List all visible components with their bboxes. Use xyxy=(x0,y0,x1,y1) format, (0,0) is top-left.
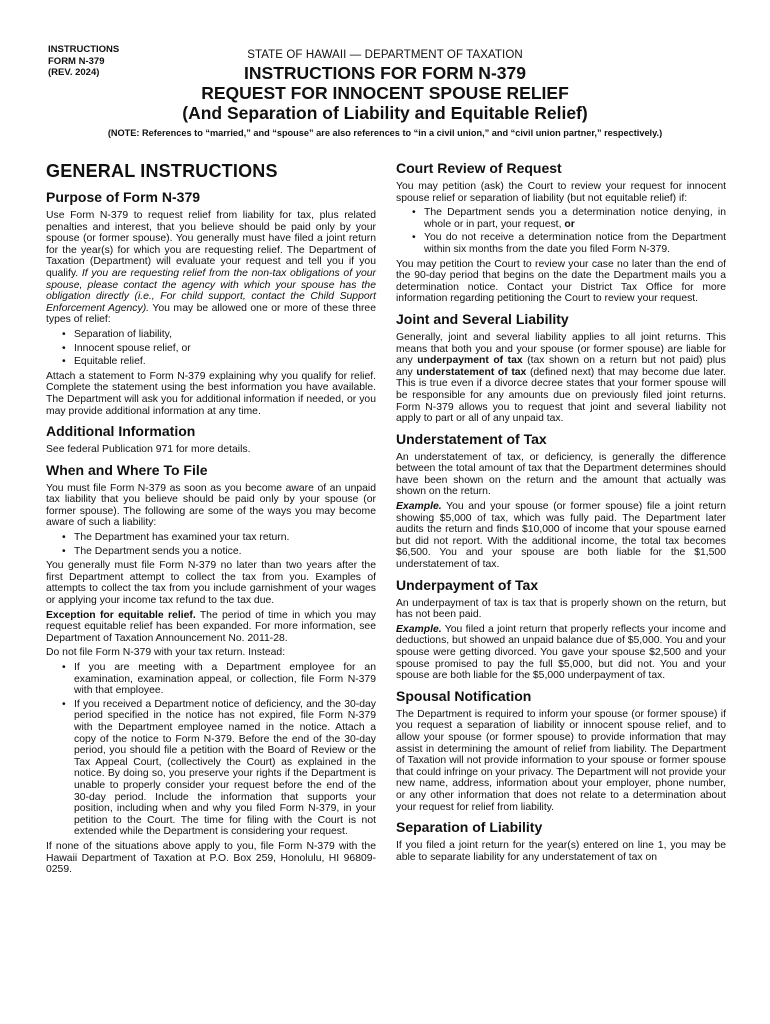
relief-types-list xyxy=(46,329,376,368)
left-column xyxy=(46,160,376,879)
understatement-heading: Understatement of Tax xyxy=(396,430,547,447)
text-run: The Department sends you a determination notice denying, in whole or in part, your request, xyxy=(424,207,726,230)
document-subtitle: REQUEST FOR INNOCENT SPOUSE RELIEF xyxy=(201,83,569,103)
list-item: • Separation of liability, xyxy=(46,329,376,341)
text-run: Generally, joint and several liability applies to all joint returns. This means that both you and your spouse (or former spouse) are liable for any xyxy=(396,331,726,367)
spousal-notification-heading: Spousal Notification xyxy=(396,687,532,704)
additional-info-heading: Additional Information xyxy=(46,423,196,440)
joint-liability-paragraph xyxy=(396,332,726,425)
purpose-paragraph xyxy=(46,210,376,326)
statement-paragraph: Attach a statement to Form N-379 explaining why you qualify for relief. Complete the statement using the best information you have available. The Department will ask you for additional information if needed, or you may provide additional information at any time. xyxy=(46,370,376,417)
text-run: Use Form N-379 to request relief from liability for tax, plus related penalties and interest, that you believe should be paid only by your spouse (or former spouse). You generally must have filed a joint return for the year(s) for which you are requesting relief. The Department of Taxation (Department) will evaluate your request and tell you if you qualify. xyxy=(46,210,376,279)
do-not-file-paragraph: Do not file Form N-379 with your tax return. Instead: xyxy=(46,647,286,659)
text-run: You and your spouse (or former spouse) file a joint return showing $5,000 of tax, which was fully paid. The Department later audits the return and finds $10,000 of income that your spouse earned but did not report. With the additional income, the total tax becomes $6,500. You and your spouse are both liable for the $1,500 understatement of tax. xyxy=(396,501,726,571)
form-identifier-line: (REV. 2024) xyxy=(48,67,100,78)
understatement-paragraph: An understatement of tax, or deficiency, is generally the difference between the total amount of tax that the Department determines should have been shown on the return and the amount that actually was shown on the return. xyxy=(396,451,726,498)
separation-liability-heading: Separation of Liability xyxy=(396,819,543,836)
awareness-list xyxy=(46,532,376,557)
general-instructions-heading: GENERAL INSTRUCTIONS xyxy=(46,161,278,181)
bold-label: Exception for equitable relief. xyxy=(46,609,196,621)
document-subtitle-2: (And Separation of Liability and Equitable Relief) xyxy=(182,103,588,123)
underpayment-paragraph: An underpayment of tax is tax that is properly shown on the return, but has not been paid. xyxy=(396,597,726,621)
bold-text-run: or xyxy=(564,218,575,230)
form-identifier-line: INSTRUCTIONS xyxy=(48,44,120,55)
mailing-address-paragraph: If none of the situations above apply to you, file Form N-379 with the Hawaii Department of Taxation at P.O. Box 259, Honolulu, HI 96809-0259. xyxy=(46,840,376,876)
list-item: • You do not receive a determination notice from the Department within six months from the date you filed Form N-379. xyxy=(396,232,726,255)
petition-deadline-paragraph: You may petition the Court to review your case no later than the end of the 90-day period that begins on the date the Department mails you a determination notice. Contact your District Tax Office for more information regarding petitioning the Court to review your request. xyxy=(396,258,726,305)
right-column xyxy=(396,160,726,866)
court-review-paragraph: You may petition (ask) the Court to review your request for innocent spouse relief or separation of liability (but not equitable relief) if: xyxy=(396,181,726,204)
filing-situations-list xyxy=(46,662,376,838)
underpayment-heading: Underpayment of Tax xyxy=(396,576,539,593)
bold-text-run: underpayment of tax xyxy=(417,355,523,367)
list-item xyxy=(396,207,726,230)
text-run: You may be allowed one or more of these three types of relief: xyxy=(46,302,376,326)
list-item: • The Department has examined your tax return. xyxy=(46,532,376,544)
document-title: INSTRUCTIONS FOR FORM N-379 xyxy=(244,63,526,83)
list-item: • If you received a Department notice of deficiency, and the 30-day period specified in the notice has not expired, file Form N-379 with the Department employee named in the notice. Attach a copy of the notice to Form N-379. Before the end of the 30-day period, you should file a petition with the Board of Review or the Tax Appeal Court, (collectively the Court) as explained in the notice. By doing so, you preserve your rights if the Department is unable to properly consider your request before the end of the 30-day period. Include the information that supports your position, including when and why you filed Form N-379, in your petition to the Court. The time for filing with the Court is not extended while the Department is considering your request. xyxy=(46,699,376,838)
text-run: (defined next) that may become due later. This is true even if a divorce decree states that your former spouse will be responsible for any amounts due on previously filed joint returns. Form N-379 allows you to request that joint and several liability not apply to part or all of any unpaid tax. xyxy=(396,366,726,425)
bold-text-run: understatement of tax xyxy=(416,366,527,378)
when-where-heading: When and Where To File xyxy=(46,461,208,478)
example-label: Example. xyxy=(396,623,442,635)
understatement-example xyxy=(396,501,726,571)
list-item: • If you are meeting with a Department employee for an examination, examination appeal, or collection, file Form N-379 with that employee. xyxy=(46,662,376,697)
separation-liability-paragraph: If you filed a joint return for the year(s) entered on line 1, you may be able to separate liability for any understatement of tax on xyxy=(396,840,726,863)
deadline-paragraph: You generally must file Form N-379 no later than two years after the first Department attempt to collect the tax from you. Examples of attempts to collect the tax from you include garnishment of your wages or applying your income tax refund to the tax due. xyxy=(46,560,376,607)
example-label: Example. xyxy=(396,501,442,513)
text-run: You filed a joint return that properly reflects your income and deductions, but showed an unpaid balance due of $5,000. You and your spouse were getting divorced. You gave your spouse $2,500 and your spouse promised to pay the full $5,000, but did not. You and your spouse are both liable for the $5,000 underpayment of tax. xyxy=(396,623,726,682)
text-run: (tax shown on a return but not paid) plus any xyxy=(396,355,726,378)
exception-paragraph xyxy=(46,610,376,645)
court-conditions-list xyxy=(396,207,726,255)
purpose-heading: Purpose of Form N-379 xyxy=(46,189,201,205)
spousal-notification-paragraph: The Department is required to inform your spouse (or former spouse) if you request a separation of liability or innocent spouse relief, and to allow your spouse (or former spouse) to provide information that may assist in determining the amount of relief from liability. The Department of Taxation will not provide information to your spouse or former spouse that could infringe on your privacy. The Department will not provide your new name, address, information about your employer, phone number, or any other information that does not relate to a determination about your request for relief from liability. xyxy=(396,708,726,813)
additional-info-paragraph: See federal Publication 971 for more details. xyxy=(46,444,251,456)
underpayment-example xyxy=(396,624,726,682)
terminology-note: (NOTE: References to “married,” and “spouse” are also references to “in a civil union,” and “civil union partner,” respectively.) xyxy=(107,128,663,138)
form-identifier-line: FORM N-379 xyxy=(48,55,105,67)
when-paragraph: You must file Form N-379 as soon as you become aware of an unpaid tax liability that you believe should be paid only by your spouse (or former spouse). The following are some of the ways you may become aware of such a liability: xyxy=(46,482,376,529)
list-item: • Innocent spouse relief, or xyxy=(46,343,376,355)
text-run: The period of time in which you may request equitable relief has been expanded. For more information, see Department of Taxation Announcement No. 2011-28. xyxy=(46,609,376,644)
list-item: • Equitable relief. xyxy=(46,356,376,368)
italic-text-run: If you are requesting relief from the non-tax obligations of your spouse, please contact the agency with which your spouse has the obligation directly (i.e., For child support, contact the Child Support Enforcement Agency). xyxy=(46,267,376,314)
joint-liability-heading: Joint and Several Liability xyxy=(396,310,569,327)
court-review-heading: Court Review of Request xyxy=(396,160,562,176)
agency-name: STATE OF HAWAII — DEPARTMENT OF TAXATION xyxy=(247,49,523,61)
list-item: • The Department sends you a notice. xyxy=(46,546,376,558)
